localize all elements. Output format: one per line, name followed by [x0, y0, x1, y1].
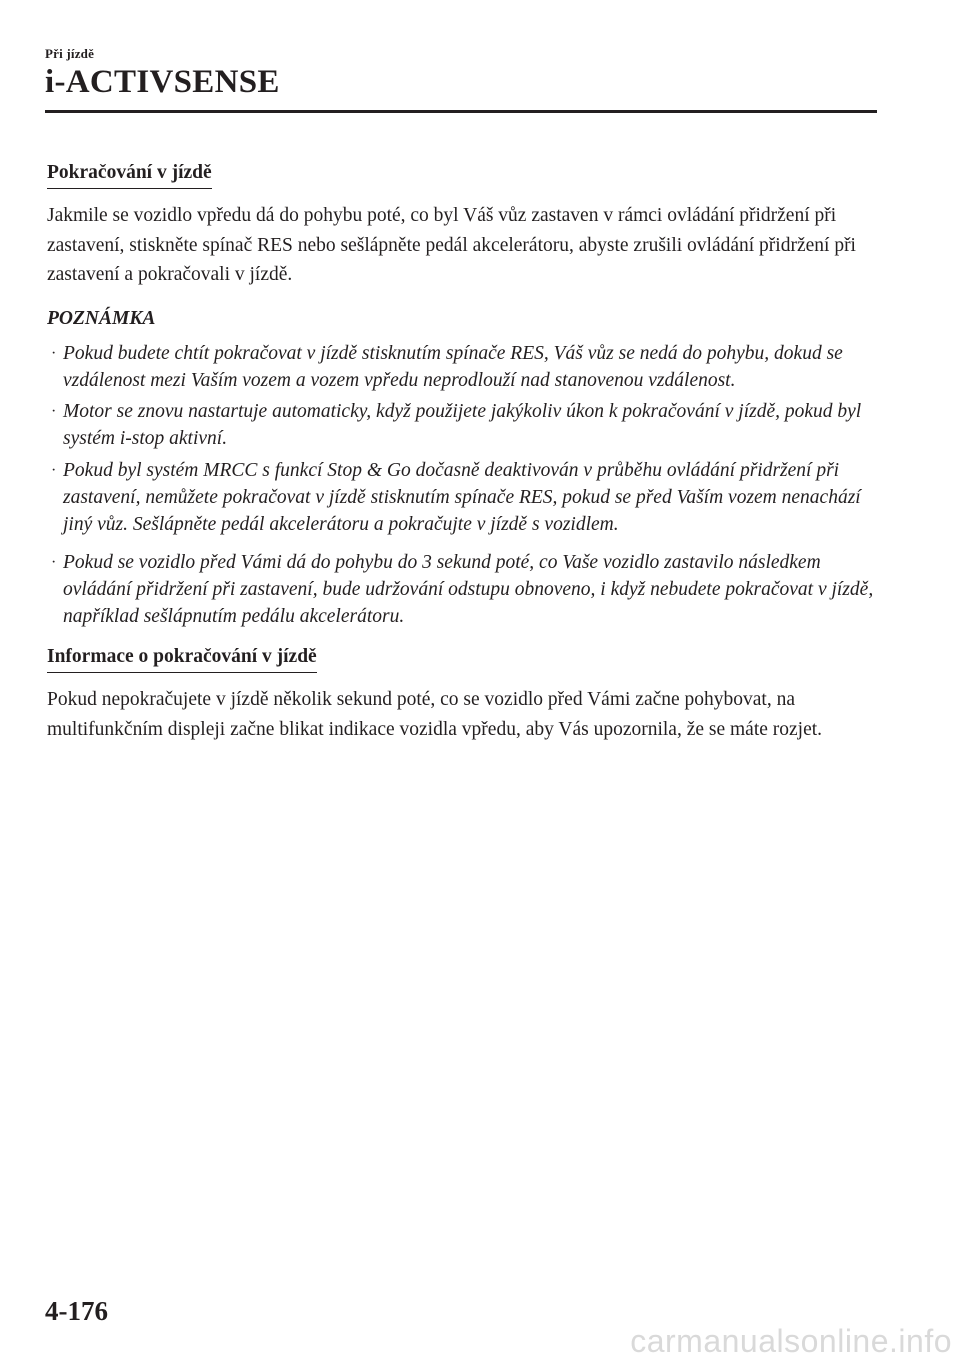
section-heading-continue-driving: Pokračování v jízdě [47, 160, 212, 189]
note-item [47, 549, 887, 631]
note-item-text: Pokud byl systém MRCC s funkcí Stop & Go dočasně deaktivován v průběhu ovládání přidržení při zastavení, nemůžete pokračovat v jízdě stisknutím spínače RES, pokud se před Vaším vozem nenachází jiný vůz. Sešlápněte pedál akcelerátoru a pokračujte v jízdě s vozidlem. [63, 459, 861, 536]
watermark: carmanualsonline.info [630, 1323, 952, 1359]
header-rule [45, 110, 877, 113]
note-item [47, 340, 887, 395]
section-heading-info-continue: Informace o pokračování v jízdě [47, 644, 317, 673]
chapter-title: i-ACTIVSENSE [45, 64, 280, 100]
note-list [47, 340, 887, 631]
bullet-icon: · [51, 461, 57, 479]
page-content [47, 160, 887, 744]
note-label: POZNÁMKA [47, 307, 156, 329]
section-paragraph-info-continue: Pokud nepokračujete v jízdě několik sekund poté, co se vozidlo před Vámi začne pohybovat, na multifunkčním displeji začne blikat indikace vozidla vpředu, aby Vás upozornila, že se máte rozjet. [47, 689, 823, 740]
note-item [47, 457, 887, 539]
bullet-icon: · [51, 553, 57, 571]
page-number: 4-176 [45, 1296, 108, 1326]
note-item-text: Pokud budete chtít pokračovat v jízdě stisknutím spínače RES, Váš vůz se nedá do pohybu, dokud se vzdálenost mezi Vaším vozem a vozem vpředu neprodlouží nad stanovenou vzdálenost. [63, 342, 843, 391]
note-item [47, 398, 887, 453]
section-paragraph-continue-driving: Jakmile se vozidlo vpředu dá do pohybu poté, co byl Váš vůz zastaven v rámci ovládání přidržení při zastavení, stiskněte spínač RES nebo sešlápněte pedál akcelerátoru, abyste zrušili ovládání přidržení při zastavení a pokračovali v jízdě. [47, 205, 856, 285]
bullet-icon: · [51, 403, 57, 421]
section-info-continue [47, 644, 887, 744]
note-item-text: Motor se znovu nastartuje automaticky, když použijete jakýkoliv úkon k pokračování v jízdě, pokud byl systém i-stop aktivní. [63, 401, 862, 450]
note-item-text: Pokud se vozidlo před Vámi dá do pohybu do 3 sekund poté, co Vaše vozidlo zastavilo následkem ovládání přidržení při zastavení, bude udržování odstupu obnoveno, i když nebudete pokračovat v jízdě, například sešlápnutím pedálu akcelerátoru. [63, 551, 874, 628]
bullet-icon: · [51, 344, 57, 362]
running-head: Při jízdě [45, 46, 95, 61]
